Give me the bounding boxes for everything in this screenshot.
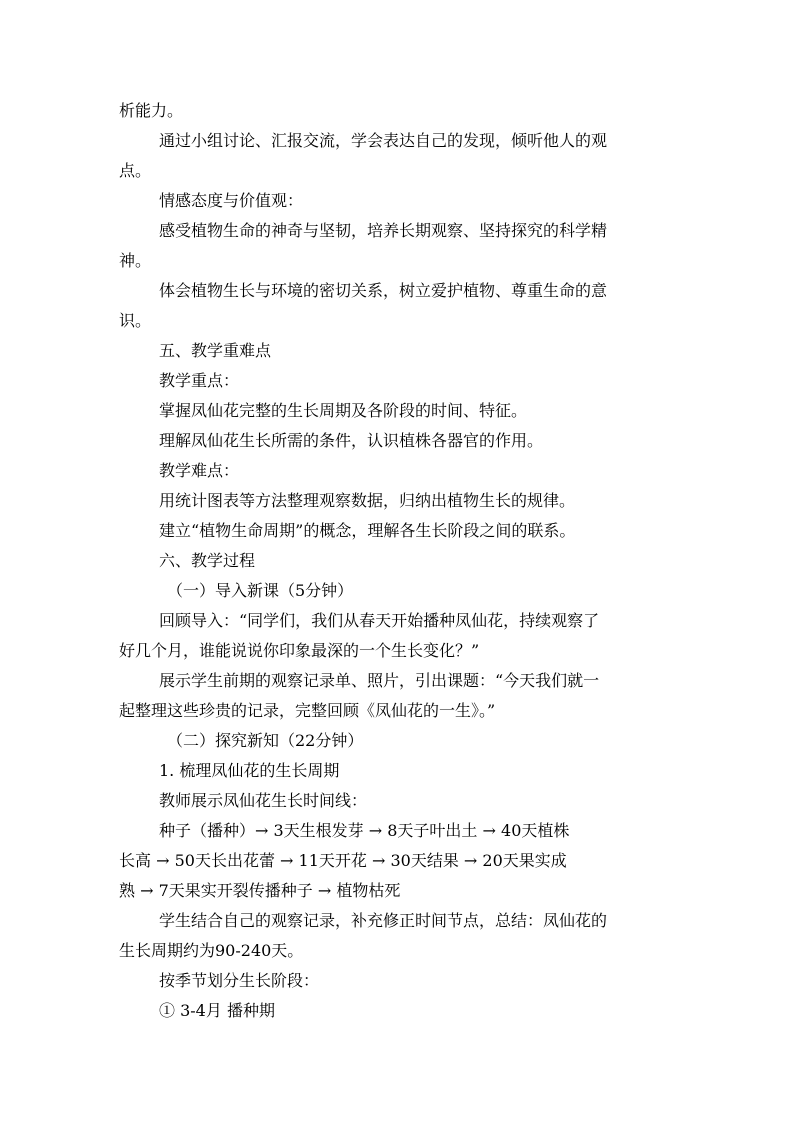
section-heading: 五、教学重难点 — [159, 341, 272, 360]
subsection-heading: 教学重点： — [159, 371, 240, 390]
paragraph-line: 好几个月，谁能说说你印象最深的一个生长变化？” — [119, 641, 480, 660]
paragraph-line: 起整理这些珍贵的记录，完整回顾《凤仙花的一生》。” — [119, 701, 496, 720]
paragraph-line: 神。 — [119, 251, 152, 270]
paragraph-line: 点。 — [119, 161, 152, 180]
subsection-heading: 教学难点： — [159, 461, 240, 480]
subsection-heading: （二）探究新知（22分钟） — [167, 731, 364, 750]
subsection-heading: （一）导入新课（5分钟） — [167, 581, 354, 600]
section-heading: 六、教学过程 — [159, 551, 256, 570]
paragraph-line: 生长周期约为90-240天。 — [119, 941, 304, 960]
paragraph-line: 用统计图表等方法整理观察数据，归纳出植物生长的规律。 — [159, 491, 576, 510]
paragraph-line: 通过小组讨论、汇报交流，学会表达自己的发现，倾听他人的观 — [159, 131, 608, 150]
paragraph-line: 感受植物生命的神奇与坚韧，培养长期观察、坚持探究的科学精 — [159, 221, 608, 240]
document-body — [119, 96, 679, 1026]
paragraph-line: 理解凤仙花生长所需的条件，认识植株各器官的作用。 — [159, 431, 544, 450]
timeline-line: 长高 → 50天长出花蕾 → 11天开花 → 30天结果 → 20天果实成 — [119, 851, 567, 870]
timeline-line: 熟 → 7天果实开裂传播种子 → 植物枯死 — [119, 881, 401, 900]
timeline-line: 种子（播种）→ 3天生根发芽 → 8天子叶出土 → 40天植株 — [159, 821, 570, 840]
list-item: ① 3-4月 播种期 — [159, 1001, 275, 1020]
paragraph-line: 学生结合自己的观察记录，补充修正时间节点，总结：凤仙花的 — [159, 911, 608, 930]
section-heading: 情感态度与价值观： — [159, 191, 304, 210]
paragraph-line: 建立“植物生命周期”的概念，理解各生长阶段之间的联系。 — [159, 521, 576, 540]
paragraph-line: 析能力。 — [119, 101, 184, 120]
paragraph-line: 掌握凤仙花完整的生长周期及各阶段的时间、特征。 — [159, 401, 528, 420]
paragraph-line: 体会植物生长与环境的密切关系，树立爱护植物、尊重生命的意 — [159, 281, 608, 300]
paragraph-line: 按季节划分生长阶段： — [159, 971, 320, 990]
paragraph-line: 教师展示凤仙花生长时间线： — [159, 791, 368, 810]
paragraph-line: 展示学生前期的观察记录单、照片，引出课题：“今天我们就一 — [159, 671, 600, 690]
paragraph-line: 识。 — [119, 311, 152, 330]
paragraph-line: 回顾导入：“同学们，我们从春天开始播种凤仙花，持续观察了 — [159, 611, 600, 630]
subsection-heading: 1. 梳理凤仙花的生长周期 — [159, 761, 340, 780]
